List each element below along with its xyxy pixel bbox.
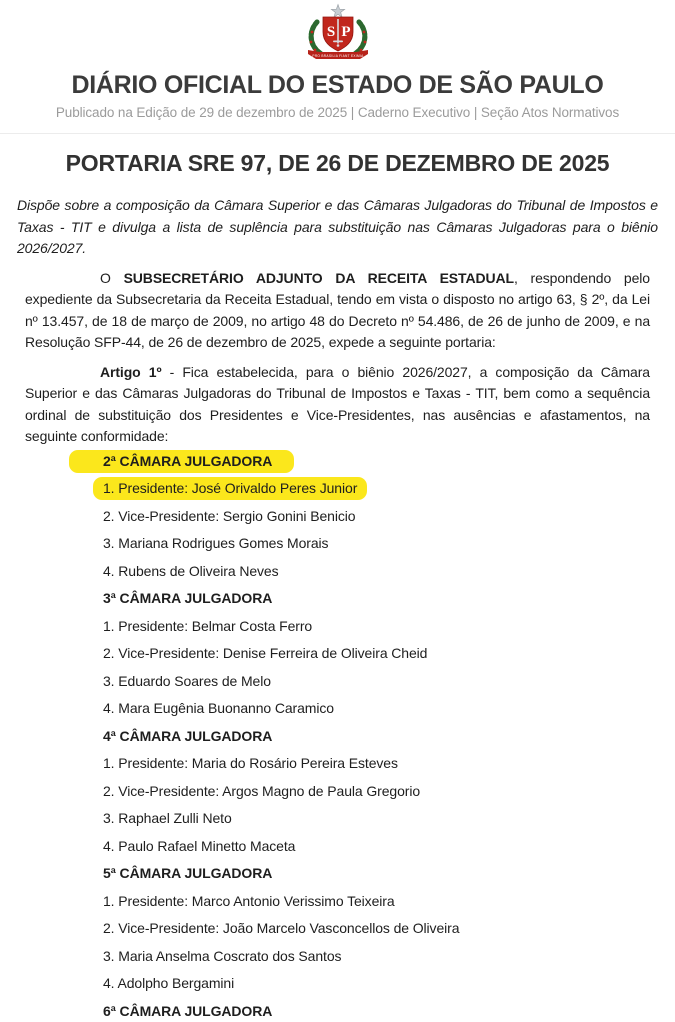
- coat-of-arms-icon: [300, 4, 376, 60]
- member-text: 3. Raphael Zulli Neto: [103, 810, 232, 826]
- member-text: 4. Rubens de Oliveira Neves: [103, 562, 279, 579]
- gazette-title: DIÁRIO OFICIAL DO ESTADO DE SÃO PAULO: [71, 71, 604, 99]
- member-text: 4. Adolpho Bergamini: [103, 975, 235, 991]
- member-text: 2. Vice-Presidente: Denise Ferreira de Oliveira Cheid: [103, 645, 428, 661]
- chamber-heading-row: [103, 588, 650, 609]
- member-text: 1. Presidente: Belmar Costa Ferro: [103, 617, 313, 634]
- member-row: [103, 643, 650, 664]
- member-text: 3. Mariana Rodrigues Gomes Morais: [103, 535, 329, 551]
- portaria-preamble: [25, 268, 650, 354]
- article-1-label: Artigo 1º: [100, 363, 162, 380]
- chamber-heading-row: [103, 726, 650, 747]
- chamber-heading-text: 2ª CÂMARA JULGADORA: [69, 450, 294, 473]
- chamber-heading-text: 6ª CÂMARA JULGADORA: [103, 1002, 273, 1019]
- star-icon: [331, 5, 344, 18]
- logo-letter-s: S: [326, 24, 335, 40]
- member-text: 3. Eduardo Soares de Melo: [103, 672, 271, 689]
- gazette-header: [0, 0, 675, 122]
- portaria-heading: PORTARIA SRE 97, DE 26 DE DEZEMBRO DE 2025: [65, 150, 610, 176]
- chamber-heading-row: [103, 1001, 650, 1022]
- portaria-document: [0, 147, 675, 1022]
- chamber-heading-text: 3ª CÂMARA JULGADORA: [103, 590, 273, 606]
- sword-pommel: [336, 44, 339, 47]
- member-text: 4. Paulo Rafael Minetto Maceta: [103, 837, 296, 854]
- preamble-authority: SUBSECRETÁRIO ADJUNTO DA RECEITA ESTADUAL: [123, 269, 514, 286]
- member-text: 3. Maria Anselma Coscrato dos Santos: [103, 947, 342, 964]
- portaria-summary: Dispõe sobre a composição da Câmara Superior e das Câmaras Julgadoras do Tribunal de Impostos e Taxas - TIT e divulga a lista de suplência para substituição nas Câmaras Julgadoras para o biênio 2026/2027.: [17, 197, 658, 256]
- chamber-list: [103, 451, 650, 1022]
- gazette-subtitle: Publicado na Edição de 29 de dezembro de 2025 | Caderno Executivo | Seção Atos Normativos: [55, 105, 620, 120]
- member-row: [103, 891, 650, 912]
- member-row: [103, 946, 650, 967]
- chamber-heading-text: 5ª CÂMARA JULGADORA: [103, 865, 273, 881]
- portaria-article-1: [25, 362, 650, 448]
- member-row: [103, 478, 650, 499]
- member-row: [103, 533, 650, 554]
- member-row: [103, 918, 650, 939]
- wreath-right-leaves: [353, 22, 365, 55]
- preamble-body: , respondendo pelo expediente da Subsecretaria da Receita Estadual, tendo em vista o disposto no artigo 63, § 2º, da Lei nº 13.457, de 18 de março de 2009, no artigo 48 do Decreto nº 54.486, de 26 de junho de 2009, e na Resolução SFP-44, de 26 de dezembro de 2025, expede a seguinte portaria:: [25, 269, 650, 350]
- preamble-lead: O: [100, 269, 124, 286]
- member-text: 1. Presidente: Maria do Rosário Pereira Esteves: [103, 755, 398, 771]
- member-text: 1. Presidente: José Orivaldo Peres Junior: [93, 477, 367, 500]
- header-divider: [0, 133, 675, 134]
- member-row: [103, 698, 650, 719]
- wreath-left-leaves: [311, 22, 323, 55]
- member-row: [103, 506, 650, 527]
- article-1-body: - Fica estabelecida, para o biênio 2026/2027, a composição da Câmara Superior e das Câmaras Julgadoras do Tribunal de Impostos e Taxas - TIT, bem como a sequência ordinal de substituição dos Presidentes e Vice-Presidentes, nas ausências e afastamentos, na seguinte conformidade:: [25, 363, 650, 444]
- chamber-heading-row: [103, 451, 650, 472]
- chamber-heading-row: [103, 863, 650, 884]
- member-row: [103, 781, 650, 802]
- member-row: [103, 561, 650, 582]
- member-row: [103, 973, 650, 994]
- logo-letter-p: P: [340, 24, 351, 40]
- member-text: 4. Mara Eugênia Buonanno Caramico: [103, 700, 334, 716]
- member-row: [103, 616, 650, 637]
- member-row: [103, 671, 650, 692]
- member-text: 2. Vice-Presidente: João Marcelo Vasconcellos de Oliveira: [103, 920, 460, 936]
- member-text: 2. Vice-Presidente: Sergio Gonini Benicio: [103, 507, 356, 524]
- member-row: [103, 808, 650, 829]
- sword-guard: [333, 41, 343, 43]
- member-row: [103, 753, 650, 774]
- member-text: 1. Presidente: Marco Antonio Verissimo Teixeira: [103, 892, 395, 909]
- sword-icon: [337, 19, 339, 44]
- member-text: 2. Vice-Presidente: Argos Magno de Paula Gregorio: [103, 782, 421, 799]
- motto-text: PRO BRASILIA FIANT EXIMIA: [311, 54, 364, 58]
- sao-paulo-coat-of-arms: [0, 4, 675, 62]
- member-row: [103, 836, 650, 857]
- chamber-heading-text: 4ª CÂMARA JULGADORA: [103, 727, 273, 744]
